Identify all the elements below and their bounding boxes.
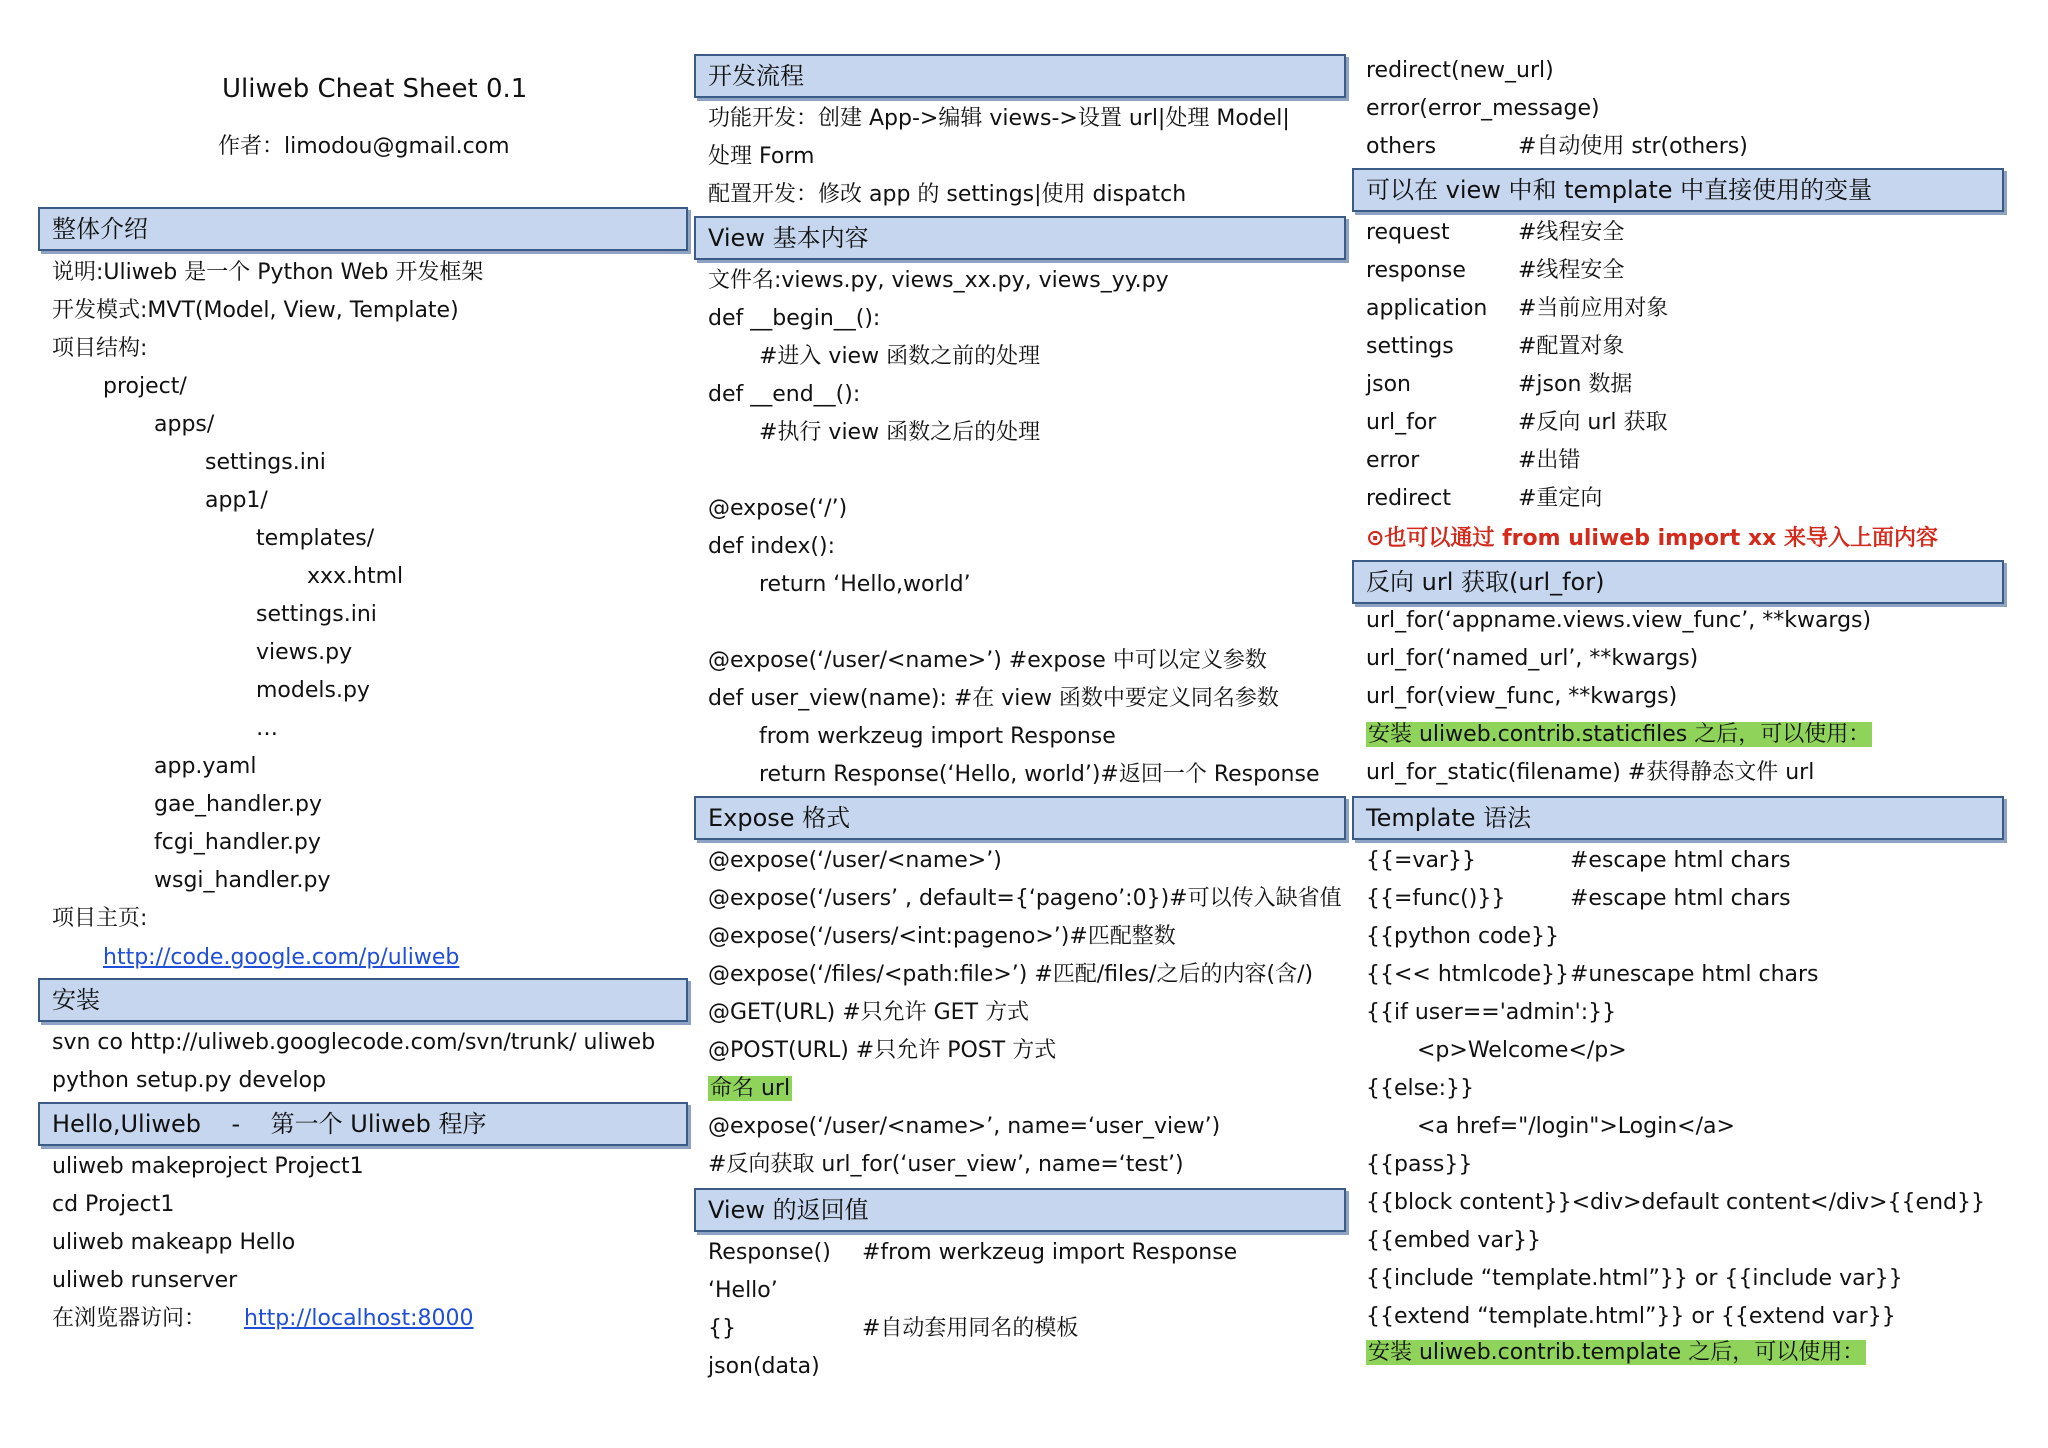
tree-item: models.py <box>256 678 370 703</box>
template-row-code: {{pass}} <box>1366 1152 1473 1177</box>
hello-line: uliweb makeproject Project1 <box>52 1154 364 1179</box>
template-highlight: 安装 uliweb.contrib.template 之后，可以使用： <box>1368 1340 1865 1365</box>
tree-item: xxx.html <box>307 564 404 589</box>
return-row-code: error(error_message) <box>1366 96 1600 121</box>
section-header-view: View 基本内容 <box>694 216 1346 260</box>
hello-line: cd Project1 <box>52 1192 175 1217</box>
var-row-comment: #线程安全 <box>1518 258 1625 283</box>
flow-line: 配置开发：修改 app 的 settings|使用 dispatch <box>708 182 1187 207</box>
section-header-vars: 可以在 view 中和 template 中直接使用的变量 <box>1352 168 2004 212</box>
view-line: def __end__(): <box>708 382 861 407</box>
urlfor-line: url_for(‘appname.views.view_func’, **kwargs) <box>1366 608 1872 633</box>
homepage-label: 项目主页: <box>52 906 148 931</box>
view-line: #执行 view 函数之后的处理 <box>759 420 1041 445</box>
tree-item: settings.ini <box>205 450 326 475</box>
intro-line: 项目结构: <box>52 336 148 361</box>
return-row-code: Response() <box>708 1240 831 1265</box>
staticfiles-highlight: 安装 uliweb.contrib.staticfiles 之后，可以使用： <box>1368 722 1871 747</box>
urlfor-line: url_for(view_func, **kwargs) <box>1366 684 1678 709</box>
template-row-code: {{if user=='admin':}} <box>1366 1000 1617 1025</box>
named-url-highlight: 命名 url <box>710 1076 791 1101</box>
view-line: #进入 view 函数之前的处理 <box>759 344 1041 369</box>
var-row-code: request <box>1366 220 1450 245</box>
template-row-code: {{=func()}} <box>1366 886 1506 911</box>
view-line: return ‘Hello,world’ <box>759 572 971 597</box>
section-header-install: 安装 <box>38 978 688 1022</box>
var-row-code: error <box>1366 448 1420 473</box>
return-row-comment: #from werkzeug import Response <box>862 1240 1238 1265</box>
section-header-return: View 的返回值 <box>694 1188 1346 1232</box>
var-row-comment: #当前应用对象 <box>1518 296 1669 321</box>
tree-item: app1/ <box>205 488 268 513</box>
template-row-code: {{embed var}} <box>1366 1228 1541 1253</box>
expose-line: @expose(‘/files/<path:file>’) #匹配/files/之后的内容(含/) <box>708 962 1314 987</box>
template-row-code: {{=var}} <box>1366 848 1476 873</box>
install-line: svn co http://uliweb.googlecode.com/svn/trunk/ uliweb <box>52 1030 656 1055</box>
section-header-expose: Expose 格式 <box>694 796 1346 840</box>
expose-line: @POST(URL) #只允许 POST 方式 <box>708 1038 1057 1063</box>
return-row-code: {} <box>708 1316 736 1341</box>
return-row-code: redirect(new_url) <box>1366 58 1554 83</box>
tree-item: views.py <box>256 640 353 665</box>
view-line: @expose(‘/user/<name>’) #expose 中可以定义参数 <box>708 648 1267 673</box>
section-header-flow: 开发流程 <box>694 54 1346 98</box>
expose-line: @GET(URL) #只允许 GET 方式 <box>708 1000 1029 1025</box>
view-line: @expose(‘/’) <box>708 496 848 521</box>
tree-item: project/ <box>103 374 187 399</box>
tree-item: apps/ <box>154 412 215 437</box>
section-header-intro: 整体介绍 <box>38 207 688 251</box>
urlfor-line: url_for(‘named_url’, **kwargs) <box>1366 646 1699 671</box>
visit-label: 在浏览器访问： <box>52 1306 207 1331</box>
template-row-code: <a href="/login">Login</a> <box>1417 1114 1735 1139</box>
flow-line: 处理 Form <box>708 144 815 169</box>
var-row-code: application <box>1366 296 1488 321</box>
tree-item: gae_handler.py <box>154 792 322 817</box>
var-row-comment: #重定向 <box>1518 486 1603 511</box>
hello-line: uliweb makeapp Hello <box>52 1230 296 1255</box>
template-row-comment: #unescape html chars <box>1570 962 1819 987</box>
view-line: def __begin__(): <box>708 306 881 331</box>
section-header-urlfor: 反向 url 获取(url_for) <box>1352 560 2004 604</box>
intro-line: 说明:Uliweb 是一个 Python Web 开发框架 <box>52 260 484 285</box>
var-row-code: json <box>1366 372 1411 397</box>
tree-item: app.yaml <box>154 754 257 779</box>
view-line: def user_view(name): #在 view 函数中要定义同名参数 <box>708 686 1279 711</box>
install-line: python setup.py develop <box>52 1068 327 1093</box>
section-header-hello: Hello,Uliweb - 第一个 Uliweb 程序 <box>38 1102 688 1146</box>
localhost-link[interactable]: http://localhost:8000 <box>244 1306 474 1331</box>
var-row-code: response <box>1366 258 1466 283</box>
var-row-comment: #出错 <box>1518 448 1581 473</box>
template-row-code: {{python code}} <box>1366 924 1559 949</box>
template-row-code: {{else:}} <box>1366 1076 1475 1101</box>
tree-item: … <box>256 716 278 741</box>
template-row-comment: #escape html chars <box>1570 886 1791 911</box>
page-title: Uliweb Cheat Sheet 0.1 <box>222 74 528 104</box>
expose-line: @expose(‘/user/<name>’) <box>708 848 1002 873</box>
flow-line: 功能开发：创建 App->编辑 views->设置 url|处理 Model| <box>708 106 1290 131</box>
tree-item: templates/ <box>256 526 375 551</box>
expose-line: @expose(‘/users’ , default={‘pageno’:0})#可以传入缺省值 <box>708 886 1342 911</box>
var-row-comment: #配置对象 <box>1518 334 1625 359</box>
intro-line: 开发模式:MVT(Model, View, Template) <box>52 298 459 323</box>
var-row-comment: #线程安全 <box>1518 220 1625 245</box>
var-row-code: settings <box>1366 334 1454 359</box>
tree-item: fcgi_handler.py <box>154 830 321 855</box>
expose-line: #反向获取 url_for(‘user_view’, name=‘test’) <box>708 1152 1184 1177</box>
template-row-code: {{block content}}<div>default content</div>{{end}} <box>1366 1190 1985 1215</box>
template-row-code: {{<< htmlcode}} <box>1366 962 1570 987</box>
expose-line: @expose(‘/users/<int:pageno>’)#匹配整数 <box>708 924 1176 949</box>
homepage-link[interactable]: http://code.google.com/p/uliweb <box>103 945 460 970</box>
return-row-comment: #自动套用同名的模板 <box>862 1316 1079 1341</box>
var-row-comment: #反向 url 获取 <box>1518 410 1668 435</box>
template-row-code: {{include “template.html”}} or {{include var}} <box>1366 1266 1903 1291</box>
return-row-code: json(data) <box>708 1354 820 1379</box>
hello-line: uliweb runserver <box>52 1268 238 1293</box>
url-for-static-line: url_for_static(filename) #获得静态文件 url <box>1366 760 1815 785</box>
view-line: from werkzeug import Response <box>759 724 1116 749</box>
template-row-comment: #escape html chars <box>1570 848 1791 873</box>
var-row-code: url_for <box>1366 410 1437 435</box>
tree-item: settings.ini <box>256 602 377 627</box>
return-row-comment: #自动使用 str(others) <box>1518 134 1748 159</box>
view-line: 文件名:views.py, views_xx.py, views_yy.py <box>708 268 1169 293</box>
tree-item: wsgi_handler.py <box>154 868 331 893</box>
template-row-code: {{extend “template.html”}} or {{extend var}} <box>1366 1304 1896 1329</box>
author-line: 作者：limodou@gmail.com <box>218 134 510 159</box>
return-row-code: ‘Hello’ <box>708 1278 778 1303</box>
template-row-code: <p>Welcome</p> <box>1417 1038 1627 1063</box>
section-header-template: Template 语法 <box>1352 796 2004 840</box>
view-line: return Response(‘Hello, world’)#返回一个 Response <box>759 762 1320 787</box>
import-note: ⊙也可以通过 from uliweb import xx 来导入上面内容 <box>1366 526 1939 551</box>
var-row-comment: #json 数据 <box>1518 372 1633 397</box>
var-row-code: redirect <box>1366 486 1451 511</box>
view-line: def index(): <box>708 534 836 559</box>
expose-line: @expose(‘/user/<name>’, name=‘user_view’) <box>708 1114 1221 1139</box>
return-row-code: others <box>1366 134 1437 159</box>
